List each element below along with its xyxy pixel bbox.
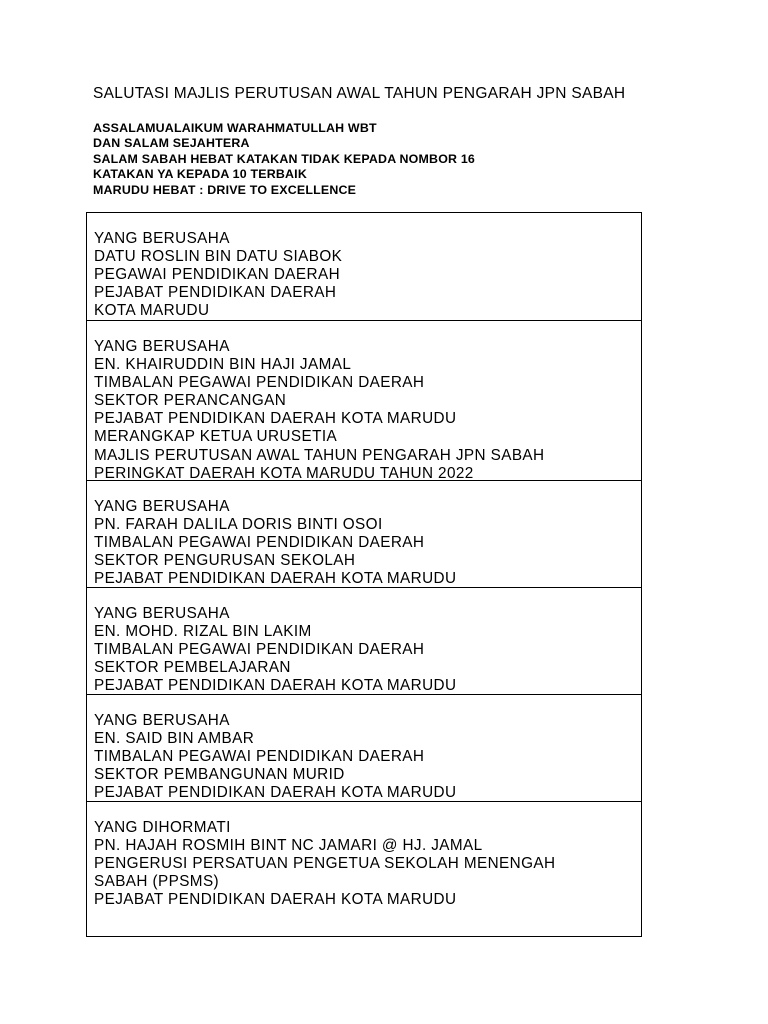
- honorific: YANG DIHORMATI: [94, 819, 231, 836]
- position: TIMBALAN PEGAWAI PENDIDIKAN DAERAH: [94, 641, 425, 659]
- position: TIMBALAN PEGAWAI PENDIDIKAN DAERAH: [94, 374, 425, 392]
- organization: SABAH (PPSMS): [94, 873, 220, 891]
- person-name: DATU ROSLIN BIN DATU SIABOK: [94, 248, 343, 266]
- salutation-cell: [87, 480, 641, 587]
- office: PEJABAT PENDIDIKAN DAERAH KOTA MARUDU: [94, 570, 457, 588]
- honorific: YANG BERUSAHA: [94, 338, 230, 355]
- greeting-line: KATAKAN YA KEPADA 10 TERBAIK: [93, 167, 307, 182]
- event-name: MAJLIS PERUTUSAN AWAL TAHUN PENGARAH JPN SABAH: [94, 446, 545, 464]
- person-name: EN. KHAIRUDDIN BIN HAJI JAMAL: [94, 356, 352, 374]
- position: PEGAWAI PENDIDIKAN DAERAH: [94, 266, 341, 284]
- office: PEJABAT PENDIDIKAN DAERAH KOTA MARUDU: [94, 784, 457, 802]
- salutation-cell: [87, 587, 641, 694]
- sector: SEKTOR PERANCANGAN: [94, 392, 287, 410]
- position: TIMBALAN PEGAWAI PENDIDIKAN DAERAH: [94, 748, 425, 766]
- greetings-block: [93, 121, 475, 198]
- greeting-line: DAN SALAM SEJAHTERA: [93, 136, 250, 151]
- honorific: YANG BERUSAHA: [94, 230, 230, 247]
- office: PEJABAT PENDIDIKAN DAERAH KOTA MARUDU: [94, 891, 457, 909]
- office: PEJABAT PENDIDIKAN DAERAH KOTA MARUDU: [94, 677, 457, 695]
- office: PEJABAT PENDIDIKAN DAERAH: [94, 284, 337, 302]
- document-title: SALUTASI MAJLIS PERUTUSAN AWAL TAHUN PENGARAH JPN SABAH: [93, 85, 626, 102]
- sector: SEKTOR PEMBANGUNAN MURID: [94, 766, 345, 784]
- event-level: PERINGKAT DAERAH KOTA MARUDU TAHUN 2022: [94, 464, 474, 482]
- salutation-cell: [87, 213, 641, 320]
- position: TIMBALAN PEGAWAI PENDIDIKAN DAERAH: [94, 534, 425, 552]
- additional-role: MERANGKAP KETUA URUSETIA: [94, 428, 338, 446]
- person-name: EN. MOHD. RIZAL BIN LAKIM: [94, 623, 312, 641]
- salutation-cell: [87, 801, 641, 937]
- salutation-table: [86, 212, 642, 937]
- person-name: PN. HAJAH ROSMIH BINT NC JAMARI @ HJ. JAMAL: [94, 837, 483, 855]
- office-location: KOTA MARUDU: [94, 302, 210, 320]
- person-name: PN. FARAH DALILA DORIS BINTI OSOI: [94, 516, 383, 534]
- honorific: YANG BERUSAHA: [94, 605, 230, 622]
- office: PEJABAT PENDIDIKAN DAERAH KOTA MARUDU: [94, 410, 457, 428]
- honorific: YANG BERUSAHA: [94, 712, 230, 729]
- sector: SEKTOR PEMBELAJARAN: [94, 659, 291, 677]
- salutation-cell: [87, 320, 641, 480]
- position: PENGERUSI PERSATUAN PENGETUA SEKOLAH MENENGAH: [94, 855, 556, 873]
- greeting-line: ASSALAMUALAIKUM WARAHMATULLAH WBT: [93, 121, 377, 135]
- greeting-line: SALAM SABAH HEBAT KATAKAN TIDAK KEPADA NOMBOR 16: [93, 151, 475, 166]
- salutation-cell: [87, 694, 641, 801]
- sector: SEKTOR PENGURUSAN SEKOLAH: [94, 552, 356, 570]
- greeting-line: MARUDU HEBAT : DRIVE TO EXCELLENCE: [93, 182, 357, 197]
- person-name: EN. SAID BIN AMBAR: [94, 730, 255, 748]
- honorific: YANG BERUSAHA: [94, 498, 230, 515]
